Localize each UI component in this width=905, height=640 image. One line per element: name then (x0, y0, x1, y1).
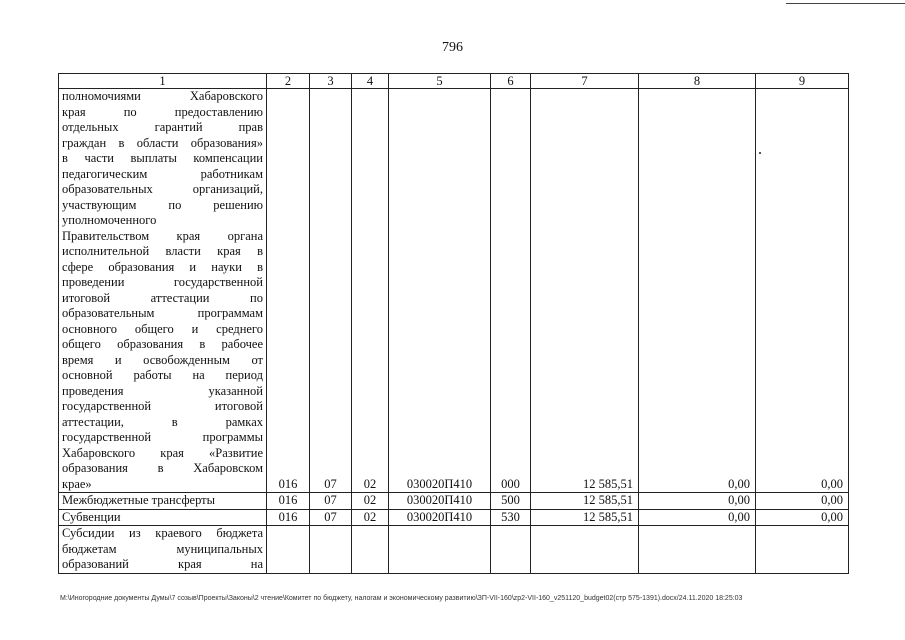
expense-type-cell (491, 526, 531, 574)
amount-cell: 0,00 (756, 89, 849, 493)
description-line: крае» (62, 476, 92, 491)
amount-cell: 12 585,51 (531, 509, 639, 526)
header-cell: 2 (267, 74, 310, 89)
description-line: исполнительной власти края в (62, 244, 263, 258)
table-row (59, 493, 849, 510)
description-line: основной работы на период (62, 368, 263, 382)
section-cell: 07 (310, 509, 352, 526)
file-path-footer: M:\Иногородние документы Думы\7 созыв\Проекты\Законы\2 чтение\Комитет по бюджету, налогам и экономическому развитию\ЗП-VII-160\zp2-VII-160_v251120_budget02(стр 575-1391).docx/24.11.2020 18:25:03 (60, 595, 743, 602)
header-cell: 9 (756, 74, 849, 89)
table-row (59, 526, 849, 574)
description-line: Хабаровского края «Развитие (62, 445, 263, 460)
description-line: педагогическим работникам (62, 166, 263, 181)
description-line: общего образования в рабочее (62, 337, 263, 351)
code-cell (267, 526, 310, 574)
amount-cell: 12 585,51 (531, 89, 639, 493)
description-line: проведения указанной (62, 383, 263, 398)
row-description (59, 526, 267, 574)
target-article-cell: 030020П410 (389, 493, 491, 510)
description-line: Субвенции (62, 509, 121, 524)
target-article-cell: 030020П410 (389, 509, 491, 526)
header-cell: 8 (639, 74, 756, 89)
amount-cell: 0,00 (639, 89, 756, 493)
header-cell: 3 (310, 74, 352, 89)
target-article-cell: 030020П410 (389, 89, 491, 493)
description-line: уполномоченного (62, 213, 157, 227)
section-cell: 07 (310, 493, 352, 510)
amount-cell: 0,00 (639, 493, 756, 510)
row-description (59, 509, 267, 526)
table-row (59, 509, 849, 526)
table-row (59, 89, 849, 493)
header-row (59, 74, 849, 89)
amount-cell: 0,00 (639, 509, 756, 526)
row-description (59, 493, 267, 510)
description-line: Межбюджетные трансферты (62, 493, 216, 507)
header-cell: 1 (59, 74, 267, 89)
description-line: образования в Хабаровском (62, 461, 263, 475)
description-line: граждан в области образования» (62, 135, 263, 150)
description-line: края по предоставлению (62, 104, 263, 119)
subsection-cell (352, 526, 389, 574)
description-line: отдельных гарантий прав (62, 120, 263, 134)
description-line: бюджетам муниципальных (62, 541, 263, 556)
description-line: полномочиями Хабаровского (62, 89, 263, 103)
description-line: Правительством края органа (62, 228, 263, 243)
header-cell: 6 (491, 74, 531, 89)
description-line: основного общего и среднего (62, 321, 263, 336)
amount-cell: 0,00 (756, 493, 849, 510)
subsection-cell: 02 (352, 509, 389, 526)
description-line: государственной итоговой (62, 399, 263, 413)
description-line: образовательных организаций, (62, 182, 263, 196)
code-cell: 016 (267, 89, 310, 493)
amount-cell (531, 526, 639, 574)
expense-type-cell: 530 (491, 509, 531, 526)
header-cell: 4 (352, 74, 389, 89)
row-description (59, 89, 267, 493)
code-cell: 016 (267, 509, 310, 526)
description-line: Субсидии из краевого бюджета (62, 526, 263, 540)
section-cell: 07 (310, 89, 352, 493)
description-line: в части выплаты компенсации (62, 151, 263, 165)
budget-table (58, 73, 849, 574)
amount-cell (756, 526, 849, 574)
description-line: государственной программы (62, 430, 263, 444)
expense-type-cell: 000 (491, 89, 531, 493)
description-line: время и освобожденным от (62, 352, 263, 367)
section-cell (310, 526, 352, 574)
table-body (59, 89, 849, 574)
code-cell: 016 (267, 493, 310, 510)
description-line: сфере образования и науки в (62, 259, 263, 274)
header-cell: 7 (531, 74, 639, 89)
target-article-cell (389, 526, 491, 574)
expense-type-cell: 500 (491, 493, 531, 510)
description-line: образований края на (62, 557, 263, 571)
page-number: 796 (442, 40, 463, 55)
top-rule (786, 3, 905, 4)
amount-cell: 12 585,51 (531, 493, 639, 510)
subsection-cell: 02 (352, 89, 389, 493)
subsection-cell: 02 (352, 493, 389, 510)
description-line: итоговой аттестации по (62, 290, 263, 305)
amount-cell: 0,00 (756, 509, 849, 526)
description-line: аттестации, в рамках (62, 414, 263, 429)
header-cell: 5 (389, 74, 491, 89)
description-line: образовательным программам (62, 306, 263, 320)
description-line: проведении государственной (62, 275, 263, 289)
amount-cell (639, 526, 756, 574)
description-line: участвующим по решению (62, 197, 263, 212)
